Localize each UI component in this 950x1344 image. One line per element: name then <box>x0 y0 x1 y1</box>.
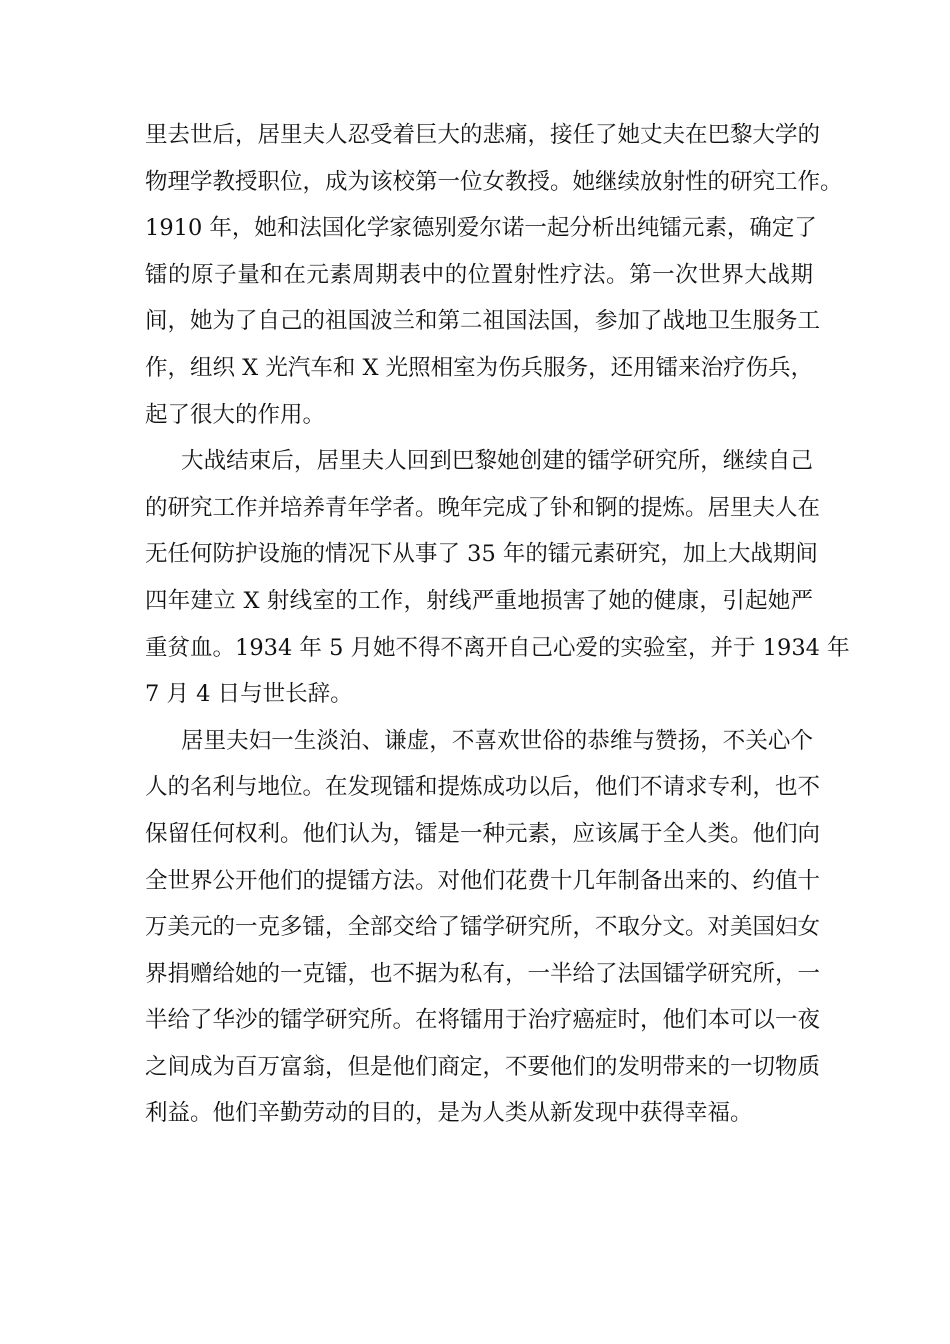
text-line: 万美元的一克多镭，全部交给了镭学研究所，不取分文。对美国妇女 <box>145 914 821 941</box>
text-line: 镭的原子量和在元素周期表中的位置射性疗法。第一次世界大战期 <box>145 261 813 288</box>
text-line: 重贫血。1934 年 5 月她不得不离开自己心爱的实验室，并于 1934 年 <box>145 634 850 661</box>
text-line: 的研究工作并培养青年学者。晚年完成了钋和锕的提炼。居里夫人在 <box>145 494 821 521</box>
text-line: 7 月 4 日与世长辞。 <box>145 681 353 708</box>
text-line: 界捐赠给她的一克镭，也不据为私有，一半给了法国镭学研究所，一 <box>145 960 821 987</box>
paragraph-2 <box>145 438 850 718</box>
paragraph-3 <box>145 718 821 1137</box>
body-text <box>145 112 850 1137</box>
paragraph-1 <box>145 112 843 438</box>
text-line: 大战结束后，居里夫人回到巴黎她创建的镭学研究所，继续自己 <box>181 448 813 475</box>
text-line: 居里夫妇一生淡泊、谦虚，不喜欢世俗的恭维与赞扬，不关心个 <box>181 727 813 754</box>
text-line: 间，她为了自己的祖国波兰和第二祖国法国，参加了战地卫生服务工 <box>145 308 821 335</box>
text-line: 四年建立 X 射线室的工作，射线严重地损害了她的健康，引起她严 <box>145 587 813 614</box>
text-line: 起了很大的作用。 <box>145 401 326 428</box>
text-line: 作，组织 X 光汽车和 X 光照相室为伤兵服务，还用镭来治疗伤兵， <box>145 354 814 381</box>
text-line: 之间成为百万富翁，但是他们商定，不要他们的发明带来的一切物质 <box>145 1053 821 1080</box>
text-line: 里去世后，居里夫人忍受着巨大的悲痛，接任了她丈夫在巴黎大学的 <box>145 122 821 148</box>
text-line: 半给了华沙的镭学研究所。在将镭用于治疗癌症时，他们本可以一夜 <box>145 1007 821 1034</box>
text-line: 保留任何权利。他们认为，镭是一种元素，应该属于全人类。他们向 <box>145 820 821 847</box>
text-line: 物理学教授职位，成为该校第一位女教授。她继续放射性的研究工作。 <box>145 168 843 195</box>
text-line: 利益。他们辛勤劳动的目的，是为人类从新发现中获得幸福。 <box>145 1100 753 1127</box>
text-line: 全世界公开他们的提镭方法。对他们花费十几年制备出来的、约值十 <box>145 867 821 894</box>
text-line: 1910 年，她和法国化学家德别爱尔诺一起分析出纯镭元素，确定了 <box>145 215 817 242</box>
text-line: 无任何防护设施的情况下从事了 35 年的镭元素研究，加上大战期间 <box>145 541 818 568</box>
text-line: 人的名利与地位。在发现镭和提炼成功以后，他们不请求专利，也不 <box>145 774 821 801</box>
